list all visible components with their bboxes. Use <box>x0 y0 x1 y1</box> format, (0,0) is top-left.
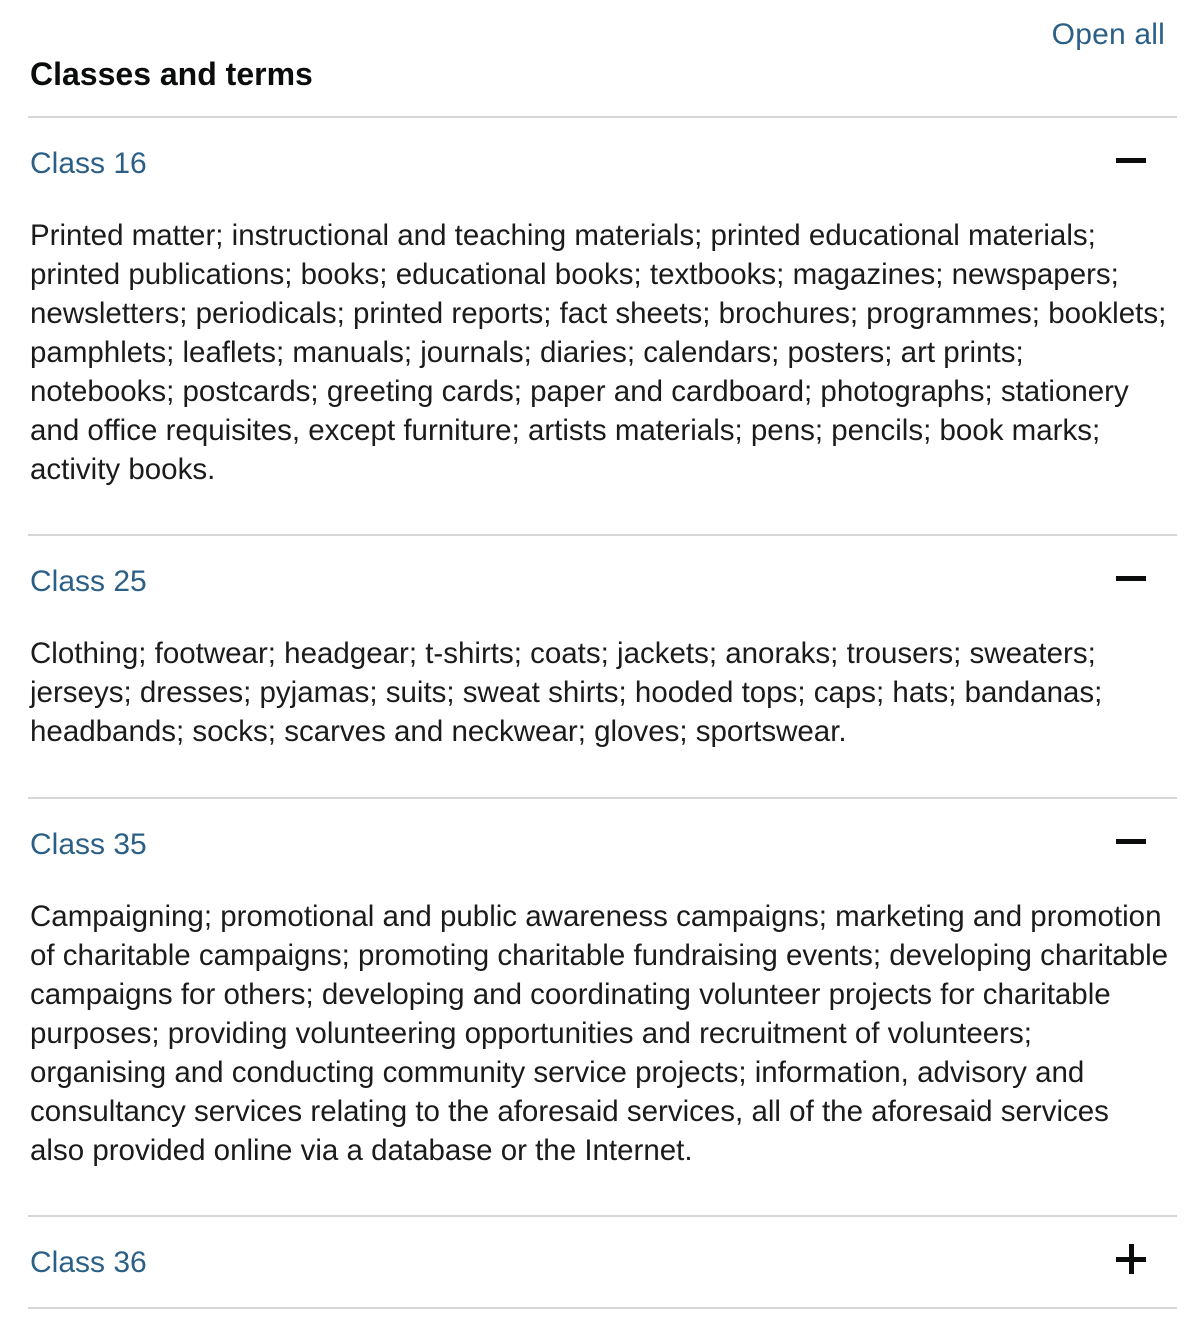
class-terms: Clothing; footwear; headgear; t-shirts; coats; jackets; anoraks; trousers; sweaters; jerseys; dresses; pyjamas; suits; sweat shirts; hooded tops; caps; hats; bandanas; headbands; socks; scarves and neckwear; gloves; sportswear. <box>30 637 1103 748</box>
class-terms: Campaigning; promotional and public awareness campaigns; marketing and promotion of charitable campaigns; promoting charitable fundraising events; developing charitable campaigns for others; developing and coordinating volunteer projects for charitable purposes; providing volunteering opportunities and recruitment of volunteers; organising and conducting community service projects; information, advisory and consultancy services relating to the aforesaid services, all of the aforesaid services also provided online via a database or the Internet. <box>30 900 1169 1167</box>
class-title: Class 16 <box>30 147 147 180</box>
classes-accordion <box>28 116 1177 1309</box>
minus-icon[interactable] <box>1113 560 1149 596</box>
accordion-section-class-25 <box>28 536 1177 797</box>
divider <box>28 1307 1177 1309</box>
accordion-header-class-16[interactable] <box>28 118 1177 208</box>
accordion-header-class-36[interactable] <box>28 1217 1177 1307</box>
class-title: Class 35 <box>30 828 147 861</box>
accordion-section-class-36 <box>28 1217 1177 1307</box>
minus-icon[interactable] <box>1113 823 1149 859</box>
accordion-section-class-35 <box>28 799 1177 1215</box>
class-title: Class 36 <box>30 1246 147 1279</box>
accordion-header-class-25[interactable] <box>28 536 1177 626</box>
section-heading: Classes and terms <box>30 56 313 92</box>
class-title: Class 25 <box>30 565 147 598</box>
accordion-section-class-16 <box>28 118 1177 534</box>
plus-icon[interactable] <box>1113 1241 1149 1277</box>
accordion-header-class-35[interactable] <box>28 799 1177 889</box>
open-all-link[interactable]: Open all <box>1051 18 1165 51</box>
minus-icon[interactable] <box>1113 142 1149 178</box>
class-terms: Printed matter; instructional and teaching materials; printed educational materials; printed publications; books; educational books; textbooks; magazines; newspapers; newsletters; periodicals; printed reports; fact sheets; brochures; programmes; booklets; pamphlets; leaflets; manuals; journals; diaries; calendars; posters; art prints; notebooks; postcards; greeting cards; paper and cardboard; photographs; stationery and office requisites, except furniture; artists materials; pens; pencils; book marks; activity books. <box>30 219 1167 486</box>
